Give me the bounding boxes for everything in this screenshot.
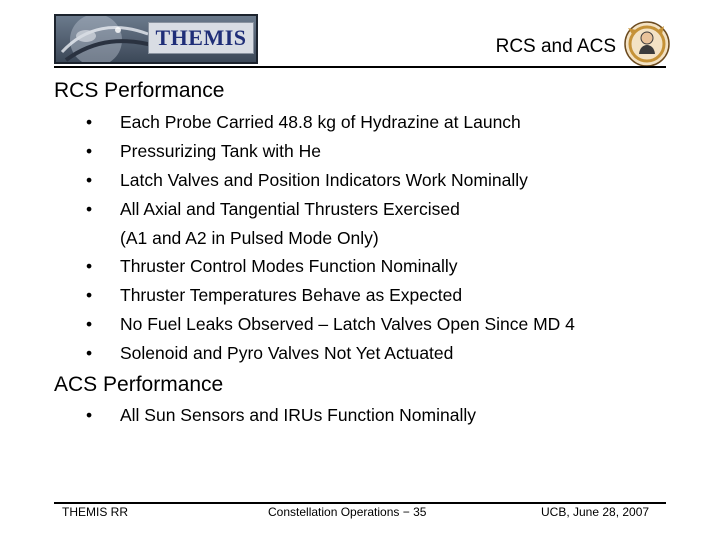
bullet-text: All Sun Sensors and IRUs Function Nominally bbox=[120, 405, 476, 425]
bullet-text: All Axial and Tangential Thrusters Exercised bbox=[120, 198, 460, 219]
footer-right: UCB, June 28, 2007 bbox=[541, 505, 650, 519]
bullet-text: Thruster Control Modes Function Nominally bbox=[120, 256, 458, 277]
list-item bbox=[84, 195, 684, 224]
bullet-text: (A1 and A2 in Pulsed Mode Only) bbox=[120, 227, 379, 248]
acs-heading: ACS Performance bbox=[54, 373, 224, 396]
footer-divider bbox=[54, 502, 666, 504]
list-item bbox=[84, 166, 684, 195]
list-item bbox=[84, 401, 684, 430]
themis-logo-icon bbox=[54, 14, 258, 64]
bullet-text: Latch Valves and Position Indicators Work Nominally bbox=[120, 169, 528, 190]
logo-text: THEMIS bbox=[148, 22, 254, 54]
bullet-text: Solenoid and Pyro Valves Not Yet Actuated bbox=[120, 343, 454, 364]
bullet-icon: • bbox=[86, 140, 93, 161]
footer-left: THEMIS RR bbox=[62, 505, 128, 519]
bullet-text: Pressurizing Tank with He bbox=[120, 140, 322, 161]
bullet-icon: • bbox=[86, 405, 93, 425]
bullet-icon: • bbox=[86, 256, 93, 277]
bullet-icon: • bbox=[86, 198, 93, 219]
bullet-icon: • bbox=[86, 343, 93, 364]
list-item bbox=[84, 339, 684, 368]
themis-mascot-icon bbox=[622, 20, 672, 68]
list-item bbox=[84, 310, 684, 339]
list-item bbox=[84, 108, 684, 137]
slide-title: RCS and ACS bbox=[495, 36, 616, 57]
bullet-text: Each Probe Carried 48.8 kg of Hydrazine at Launch bbox=[120, 112, 521, 132]
list-item bbox=[84, 137, 684, 166]
bullet-icon: • bbox=[86, 314, 93, 335]
mascot-art bbox=[622, 20, 672, 68]
footer-center: Constellation Operations − 35 bbox=[268, 505, 427, 519]
bullet-text: No Fuel Leaks Observed – Latch Valves Open Since MD 4 bbox=[120, 314, 575, 335]
rcs-heading: RCS Performance bbox=[54, 79, 225, 102]
header-divider bbox=[54, 66, 666, 68]
bullet-icon: • bbox=[86, 169, 93, 190]
acs-bullet-list bbox=[84, 401, 684, 430]
bullet-text: Thruster Temperatures Behave as Expected bbox=[120, 285, 463, 306]
bullet-icon: • bbox=[86, 285, 93, 306]
list-item bbox=[84, 281, 684, 310]
rcs-bullet-list bbox=[84, 108, 684, 368]
bullet-icon: • bbox=[86, 112, 93, 132]
list-item bbox=[84, 224, 684, 253]
list-item bbox=[84, 252, 684, 281]
